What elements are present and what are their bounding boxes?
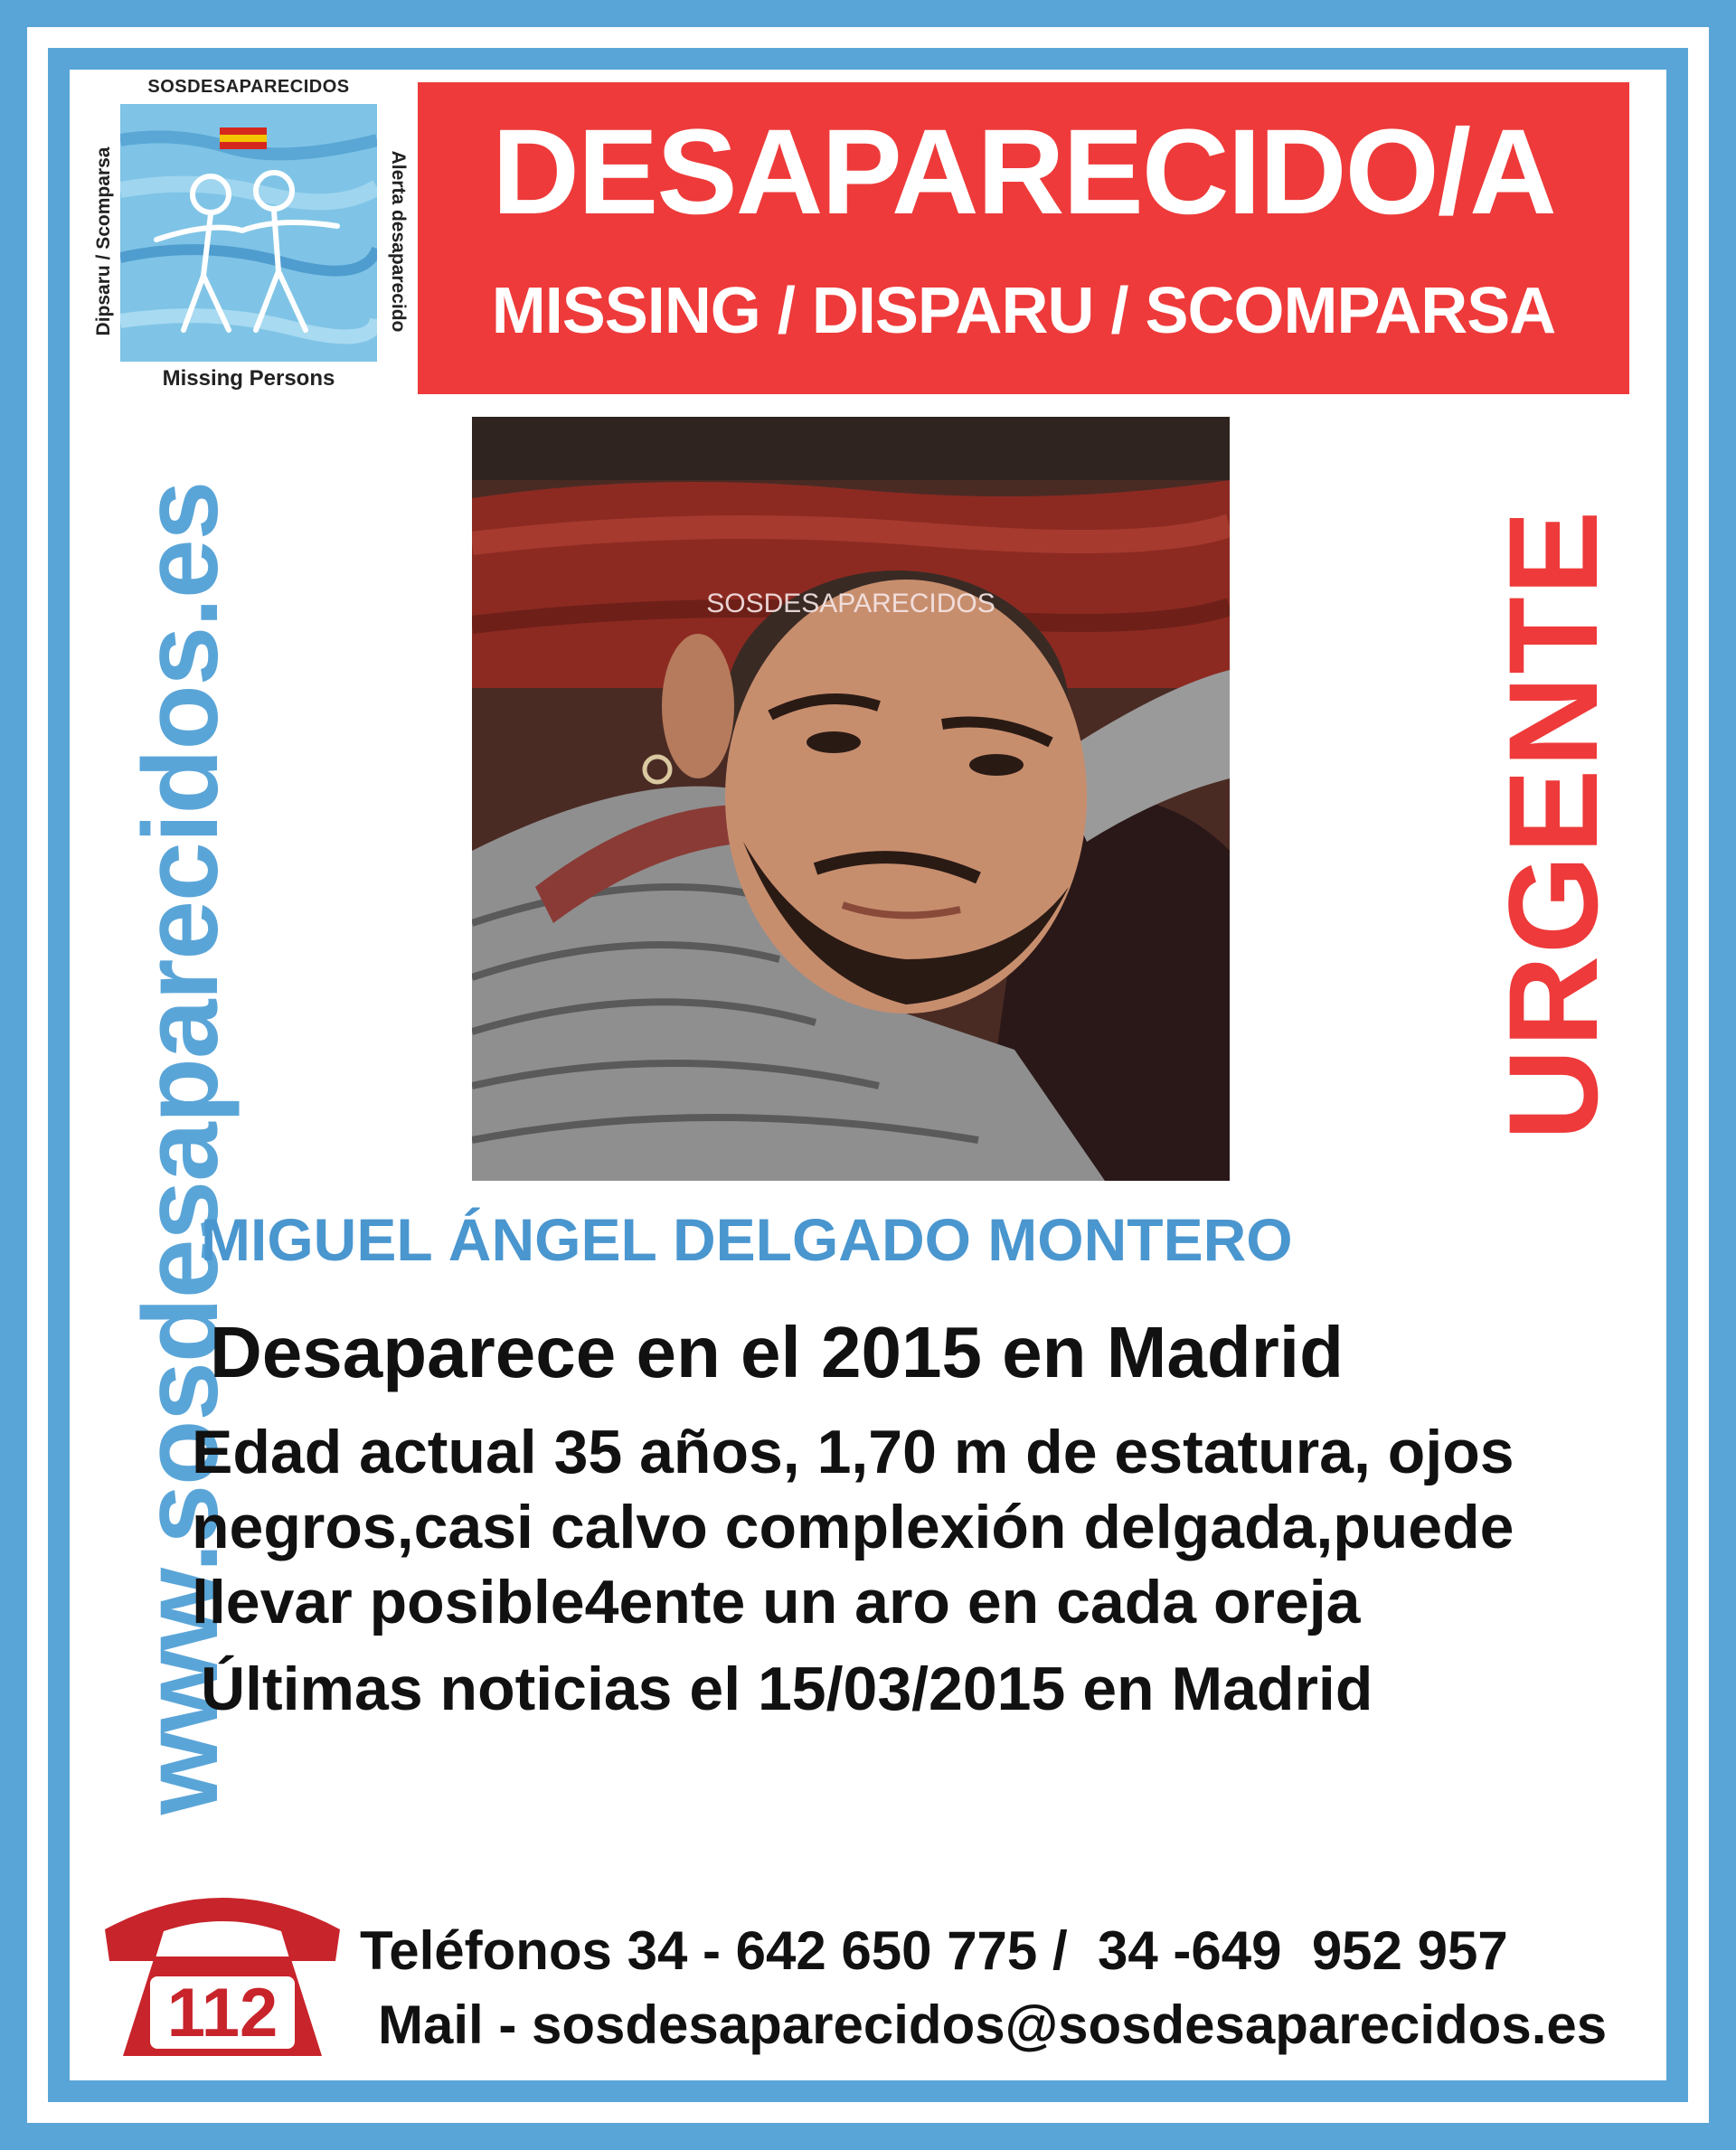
- person-name: MIGUEL ÁNGEL DELGADO MONTERO: [201, 1206, 1293, 1273]
- banner-title: DESAPARECIDO/A: [492, 105, 1555, 240]
- missing-banner: [418, 82, 1629, 394]
- disappearance-headline: Desaparece en el 2015 en Madrid: [210, 1312, 1344, 1392]
- logo-figures-icon: [120, 104, 377, 362]
- contact-mail: Mail - sosdesaparecidos@sosdesaparecidos.es: [378, 1994, 1608, 2055]
- description-line: llevar posible4ente un aro en cada oreja: [192, 1568, 1361, 1636]
- photo-watermark: SOSDESAPARECIDOS: [706, 589, 995, 618]
- contact-phones: Teléfonos 34 - 642 650 775 / 34 -649 952 957: [360, 1920, 1508, 1981]
- person-photo: [472, 417, 1230, 1181]
- last-news: Últimas noticias el 15/03/2015 en Madrid: [201, 1655, 1373, 1723]
- description-line: Edad actual 35 años, 1,70 m de estatura, ojos: [192, 1418, 1514, 1486]
- person-photo-image: [472, 417, 1230, 1181]
- website-url: www.sosdesaparecidos.es: [121, 481, 241, 1815]
- organization-logo: [86, 77, 411, 393]
- logo-left-text: Dipsaru / Scomparsa: [93, 146, 114, 336]
- description-line: negros,casi calvo complexión delgada,puede: [192, 1493, 1514, 1561]
- person-description: [192, 1415, 1656, 1640]
- logo-bottom-text: Missing Persons: [162, 366, 335, 391]
- logo-right-text: Alerta desaparecido: [388, 150, 409, 333]
- logo-top-text: SOSDESAPARECIDOS: [147, 77, 350, 97]
- telephone-112-icon: [87, 1875, 358, 2060]
- emergency-number: 112: [166, 1975, 278, 2051]
- banner-subtitle: MISSING / DISPARU / SCOMPARSA: [491, 275, 1556, 347]
- urgent-label: URGENTE: [1482, 508, 1624, 1141]
